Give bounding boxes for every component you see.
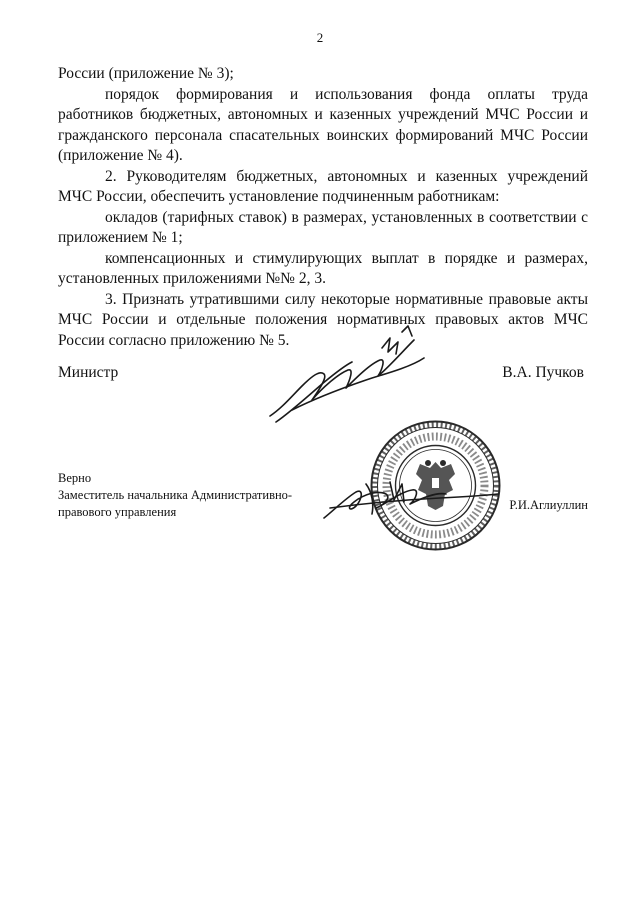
- paragraph: компенсационных и стимулирующих выплат в порядке и размерах, установленных приложениями №№ 2, 3.: [58, 249, 588, 287]
- certifier-name: Р.И.Аглиуллин: [509, 498, 588, 512]
- certifier-signature: [320, 470, 520, 530]
- certifier-position: Заместитель начальника Административно-: [58, 488, 293, 502]
- page-number: 2: [316, 30, 324, 45]
- paragraph: России (приложение № 3);: [58, 65, 234, 82]
- certifier-position: правового управления: [58, 505, 177, 519]
- minister-name: В.А. Пучков: [502, 364, 584, 381]
- paragraph: порядок формирования и использования фонда оплаты труда работников бюджетных, автономных и казенных учреждений МЧС России и гражданского персонала спасательных воинских формирований МЧС России (приложение № 4).: [58, 85, 588, 164]
- minister-title: Министр: [58, 364, 119, 381]
- paragraph: 2. Руководителям бюджетных, автономных и казенных учреждений МЧС России, обеспечить установление подчиненным работникам:: [58, 167, 588, 205]
- document-body: [58, 64, 588, 351]
- paragraph: 3. Признать утратившими силу некоторые нормативные правовые акты МЧС России и отдельные положения нормативных правовых актов МЧС России согласно приложению № 5.: [58, 290, 588, 349]
- certification-block: [58, 470, 328, 521]
- paragraph: окладов (тарифных ставок) в размерах, установленных в соответствии с приложением № 1;: [58, 208, 588, 246]
- certification-label: Верно: [58, 471, 92, 485]
- minister-signature: [262, 318, 432, 428]
